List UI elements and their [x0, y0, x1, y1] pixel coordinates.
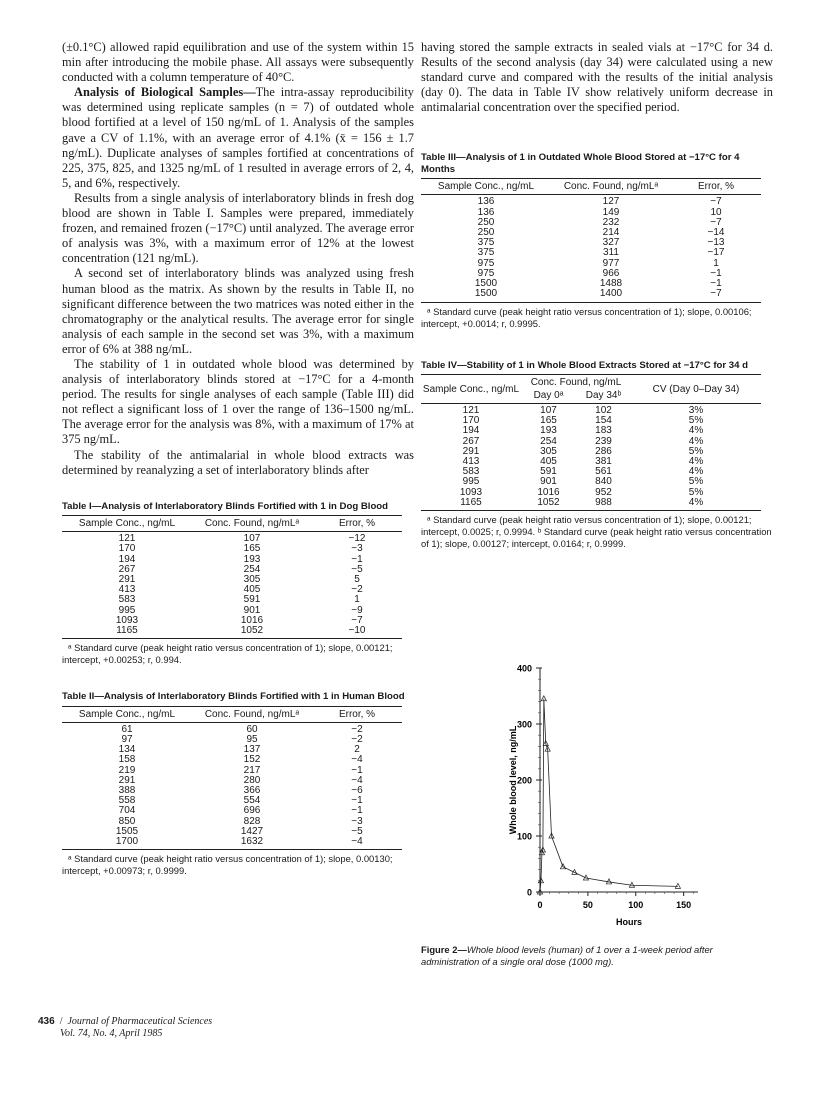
column-header: Sample Conc., ng/mL: [62, 706, 192, 722]
table-cell: 381: [595, 456, 612, 468]
table-cell: −2: [351, 584, 363, 596]
table-cell: 4%: [688, 425, 704, 437]
table-row: [62, 837, 402, 850]
table-cell: 4%: [688, 466, 704, 478]
y-tick-label: 200: [516, 775, 532, 786]
table-cell: −13: [707, 237, 725, 249]
section-heading: Analysis of Biological Samples—: [74, 85, 256, 100]
table-cell: 558: [118, 795, 136, 807]
table-cell: 1016: [537, 486, 560, 498]
table-cell: 267: [118, 563, 136, 575]
table-title: Table III—Analysis of 1 in Outdated Whole Blood Stored at −17°C for 4 Months: [421, 152, 740, 175]
table-cell: 170: [462, 415, 480, 427]
table-1: [62, 501, 414, 667]
table-cell: 97: [121, 733, 133, 745]
column-header: Sample Conc., ng/mL: [62, 516, 192, 532]
table-cell: −5: [351, 825, 363, 837]
column-header: Conc. Found, ng/mL: [521, 375, 631, 389]
table-cell: −1: [351, 795, 363, 807]
y-axis-label: Whole blood level, ng/mL: [508, 725, 518, 835]
table-cell: 2: [354, 744, 360, 756]
table-body: [421, 404, 761, 511]
table-cell: −1: [351, 553, 363, 565]
table-cell: −5: [351, 563, 363, 575]
column-header: Conc. Found, ng/mLᵃ: [551, 179, 671, 195]
column-header: Error, %: [312, 516, 402, 532]
table-cell: 405: [540, 456, 557, 468]
table-cell: −2: [351, 723, 363, 735]
table-row: [62, 585, 402, 595]
table-row: [421, 498, 761, 511]
paragraph: A second set of interlaboratory blinds was analyzed using fresh human blood as the matrix. As shown by the results in Table II, no significant difference between the two matrices was noted either in the chromatography or the analytical results. The average error for single analysis of each sample in the second set was 3%, with a maximum error of 6% at 388 ng/mL.: [62, 266, 414, 356]
table-footnote: ᵃ Standard curve (peak height ratio versus concentration of 1); slope, 0.00121; intercept, +0.00253; r, 0.994.: [62, 642, 393, 666]
figure-2-chart: [492, 658, 722, 928]
page-footer: 436 / Journal of Pharmaceutical Sciences Vol. 74, No. 4, April 1985: [38, 1016, 213, 1039]
table-cell: 988: [576, 498, 631, 511]
table-cell: −3: [351, 543, 363, 555]
table-cell: 1700: [62, 837, 192, 850]
table-cell: −6: [351, 784, 363, 796]
paragraph-text: The intra-assay reproducibility was determined using replicate samples (n = 7) of outdated whole blood fortified at a level of 150 ng/mL of 1. Analysis of the samples gave a CV of 1.1%, with an average error of 4.1% (x̄ = 156 ± 1.7 ng/mL). Duplicate analyses of samples fortified at concentrations of 225, 375, 825, and 1325 ng/mL of 1 resulted in average errors of 2, 4, 5, and 6%, respectively.: [62, 85, 414, 190]
table-cell: −1: [710, 267, 722, 279]
table-cell: 561: [595, 466, 612, 478]
table-cell: 254: [540, 435, 557, 447]
table-cell: 405: [243, 584, 261, 596]
table-cell: 136: [477, 196, 495, 208]
table-body: [421, 195, 761, 302]
paragraph: having stored the sample extracts in sealed vials at −17°C for 34 d. Results of the second analysis (day 34) were calculated using a new standard curve and compared with the results of the initial analysis (day 0). The data in Table IV show relatively uniform decrease in antimalarial concentration over the specified period.: [421, 40, 773, 115]
y-tick-label: 0: [526, 887, 532, 898]
table-cell: 375: [477, 237, 495, 249]
table-cell: 327: [602, 237, 620, 249]
table-2-grid: [62, 706, 402, 850]
table-cell: 995: [462, 476, 480, 488]
table-cell: 583: [118, 594, 136, 606]
table-cell: 1: [713, 257, 719, 269]
table-cell: 219: [118, 764, 136, 776]
table-cell: 1: [354, 594, 360, 606]
table-footnote: ᵃ Standard curve (peak height ratio versus concentration of 1); slope, 0.00121; intercept, 0.0025; r, 0.9994. ᵇ Standard curve (peak height ratio versus concentration of 1); slope, 0.00127; intercept, 0.0164; r, 0.9999.: [421, 514, 772, 550]
table-cell: 5: [354, 574, 360, 586]
table-cell: 1488: [599, 278, 623, 290]
table-cell: 305: [243, 574, 261, 586]
page-number: 436: [38, 1016, 55, 1027]
column-header: Error, %: [312, 706, 402, 722]
table-row: [62, 735, 402, 745]
table-cell: 1500: [421, 289, 551, 302]
journal-name: Journal of Pharmaceutical Sciences: [67, 1016, 213, 1027]
column-header: Conc. Found, ng/mLᵃ: [192, 706, 312, 722]
column-header: Sample Conc., ng/mL: [421, 375, 521, 404]
table-cell: −4: [351, 774, 363, 786]
table-cell: 375: [477, 247, 495, 259]
table-cell: −9: [351, 604, 363, 616]
table-cell: 1505: [115, 825, 139, 837]
table-cell: 194: [462, 425, 480, 437]
table-row: [421, 289, 761, 302]
table-cell: 975: [477, 257, 495, 269]
table-cell: 1052: [192, 626, 312, 639]
table-cell: 183: [595, 425, 612, 437]
table-4: [421, 360, 773, 551]
x-tick-label: 0: [537, 900, 543, 910]
table-cell: 1632: [192, 837, 312, 850]
column-header: Conc. Found, ng/mLᵃ: [192, 516, 312, 532]
table-cell: 1500: [474, 278, 498, 290]
table-cell: −3: [351, 815, 363, 827]
table-cell: 95: [246, 733, 258, 745]
table-cell: 149: [602, 206, 620, 218]
table-footnote: ᵃ Standard curve (peak height ratio versus concentration of 1); slope, 0.00130; intercept, +0.00973; r, 0.9999.: [62, 853, 393, 877]
table-cell: 4%: [688, 435, 704, 447]
table-cell: 291: [118, 574, 136, 586]
y-tick-label: 400: [516, 663, 532, 674]
table-cell: 995: [118, 604, 136, 616]
table-cell: 267: [462, 435, 480, 447]
table-cell: 60: [246, 723, 258, 735]
table-cell: 280: [243, 774, 261, 786]
table-cell: 193: [243, 553, 261, 565]
table-cell: 137: [243, 744, 261, 756]
left-body-text: [62, 40, 414, 478]
table-cell: 1093: [459, 486, 483, 498]
table-cell: 194: [118, 553, 136, 565]
table-cell: 591: [540, 466, 557, 478]
table-cell: 975: [477, 267, 495, 279]
table-cell: 170: [118, 543, 136, 555]
table-body: [62, 532, 402, 639]
y-tick-label: 300: [516, 719, 532, 730]
table-cell: 3%: [688, 405, 704, 416]
table-cell: 134: [118, 744, 136, 756]
column-header: Error, %: [671, 179, 761, 195]
table-cell: 1165: [421, 498, 521, 511]
table-cell: −7: [710, 196, 722, 208]
table-cell: 1052: [521, 498, 576, 511]
table-cell: −10: [312, 626, 402, 639]
table-cell: 10: [710, 206, 722, 218]
table-cell: 952: [595, 486, 612, 498]
table-cell: 214: [602, 227, 620, 239]
table-cell: 286: [595, 445, 612, 457]
table-cell: 850: [118, 815, 136, 827]
table-cell: −1: [351, 764, 363, 776]
table-cell: 388: [118, 784, 136, 796]
table-cell: 1016: [240, 614, 264, 626]
table-cell: 311: [603, 247, 619, 259]
table-3: [421, 152, 773, 329]
table-cell: 291: [118, 774, 136, 786]
table-cell: 5%: [688, 445, 704, 457]
table-cell: 136: [477, 206, 495, 218]
table-cell: 583: [462, 466, 480, 478]
table-row: [421, 195, 761, 208]
table-cell: −4: [351, 754, 363, 766]
table-cell: 366: [243, 784, 261, 796]
table-cell: −7: [351, 614, 363, 626]
table-cell: 1427: [240, 825, 264, 837]
table-cell: 5%: [688, 486, 704, 498]
table-cell: 232: [602, 216, 620, 228]
x-tick-label: 150: [676, 900, 692, 910]
table-cell: 591: [243, 594, 261, 606]
table-cell: −12: [348, 533, 366, 545]
paragraph: The stability of 1 in outdated whole blood was determined by analysis of interlaboratory blinds stored at −17°C for a 4-month period. The results for single analyses of each sample (Table III) did not reflect a significant loss of 1 over the range of 136–1500 ng/mL. The average error for the analysis was 8%, with a maximum of 17% at 375 ng/mL.: [62, 356, 414, 447]
table-cell: 828: [243, 815, 261, 827]
table-cell: −7: [671, 289, 761, 302]
table-cell: 193: [540, 425, 557, 437]
right-body-text: [421, 40, 773, 115]
right-column: [421, 40, 773, 550]
table-body: [62, 722, 402, 849]
table-cell: 165: [540, 415, 557, 427]
table-cell: 901: [540, 476, 557, 488]
table-cell: −7: [710, 216, 722, 228]
table-cell: 250: [477, 216, 495, 228]
table-cell: 840: [595, 476, 612, 488]
data-point-marker: [675, 883, 680, 888]
table-cell: 107: [243, 533, 261, 545]
table-cell: −4: [312, 837, 402, 850]
paragraph: (±0.1°C) allowed rapid equilibration and use of the system within 15 min after introducing the mobile phase. All assays were subsequently conducted with a column temperature of 40°C.: [62, 40, 414, 85]
table-cell: 250: [477, 227, 495, 239]
table-cell: 5%: [688, 415, 704, 427]
table-cell: −2: [351, 733, 363, 745]
table-cell: −1: [710, 278, 722, 290]
table-cell: 554: [243, 795, 261, 807]
x-axis-label: Hours: [615, 917, 643, 927]
table-cell: 4%: [631, 498, 761, 511]
table-cell: 217: [243, 764, 261, 776]
table-row: [62, 565, 402, 575]
caption-label: Figure 2—: [421, 944, 467, 955]
paragraph: [62, 85, 414, 191]
series-line: [540, 699, 678, 892]
table-cell: 165: [243, 543, 261, 555]
table-cell: 61: [121, 723, 133, 735]
journal-volume: Vol. 74, No. 4, April 1985: [60, 1028, 163, 1039]
table-cell: 102: [595, 405, 612, 416]
table-3-grid: [421, 178, 761, 302]
table-cell: −14: [707, 227, 725, 239]
table-footnote: ᵃ Standard curve (peak height ratio versus concentration of 1); slope, 0.00106; intercept, +0.0014; r, 0.9995.: [421, 305, 752, 329]
chart-plot-area: [508, 664, 698, 928]
x-tick-label: 50: [582, 900, 593, 910]
table-cell: 704: [118, 805, 136, 817]
table-1-grid: [62, 515, 402, 639]
paragraph: Results from a single analysis of interlaboratory blinds in fresh dog blood are shown in Table I. Samples were prepared, immediately frozen, and remained frozen (−17°C) until analyzed. The average error of analysis was 3%, with a maximum error of 12% at the lowest concentration (121 ng/mL).: [62, 190, 414, 266]
table-cell: 305: [540, 445, 557, 457]
table-cell: 107: [540, 405, 557, 416]
table-cell: 4%: [688, 456, 704, 468]
table-title: Table IV—Stability of 1 in Whole Blood Extracts Stored at −17°C for 34 d: [421, 359, 748, 371]
table-row: [421, 248, 761, 258]
table-title: Table I—Analysis of Interlaboratory Blinds Fortified with 1 in Dog Blood: [62, 500, 389, 512]
table-cell: 1093: [115, 614, 139, 626]
table-cell: 5%: [688, 476, 704, 488]
table-cell: 239: [595, 435, 612, 447]
table-cell: 977: [602, 257, 620, 269]
column-header: Sample Conc., ng/mL: [421, 179, 551, 195]
table-cell: 121: [118, 533, 136, 545]
table-cell: −17: [707, 247, 725, 259]
table-cell: 1165: [62, 626, 192, 639]
column-header: CV (Day 0–Day 34): [631, 375, 761, 404]
table-cell: 158: [118, 754, 136, 766]
table-cell: 696: [243, 805, 261, 817]
column-header: Day 0ᵃ: [521, 388, 576, 404]
table-cell: 413: [118, 584, 136, 596]
table-4-grid: [421, 374, 761, 511]
table-title: Table II—Analysis of Interlaboratory Blinds Fortified with 1 in Human Blood: [62, 691, 405, 703]
table-2: [62, 691, 414, 877]
left-column: [62, 40, 414, 877]
table-cell: 1400: [551, 289, 671, 302]
table-cell: 254: [243, 563, 261, 575]
y-tick-label: 100: [516, 831, 532, 842]
table-row: [62, 626, 402, 639]
paragraph: The stability of the antimalarial in whole blood extracts was determined by reanalyzing a set of interlaboratory blinds after: [62, 447, 414, 477]
table-cell: 901: [243, 604, 261, 616]
table-cell: 413: [462, 456, 480, 468]
table-cell: 291: [462, 445, 480, 457]
table-cell: 121: [462, 405, 480, 416]
table-cell: 966: [602, 267, 620, 279]
figure-caption: [421, 944, 771, 968]
table-cell: −1: [351, 805, 363, 817]
table-cell: 127: [602, 196, 620, 208]
table-cell: 152: [243, 754, 261, 766]
table-cell: 154: [595, 415, 612, 427]
column-header: Day 34ᵇ: [576, 388, 631, 404]
x-tick-label: 100: [628, 900, 644, 910]
caption-text: Whole blood levels (human) of 1 over a 1-week period after administration of a single oral dose (1000 mg).: [421, 944, 713, 967]
